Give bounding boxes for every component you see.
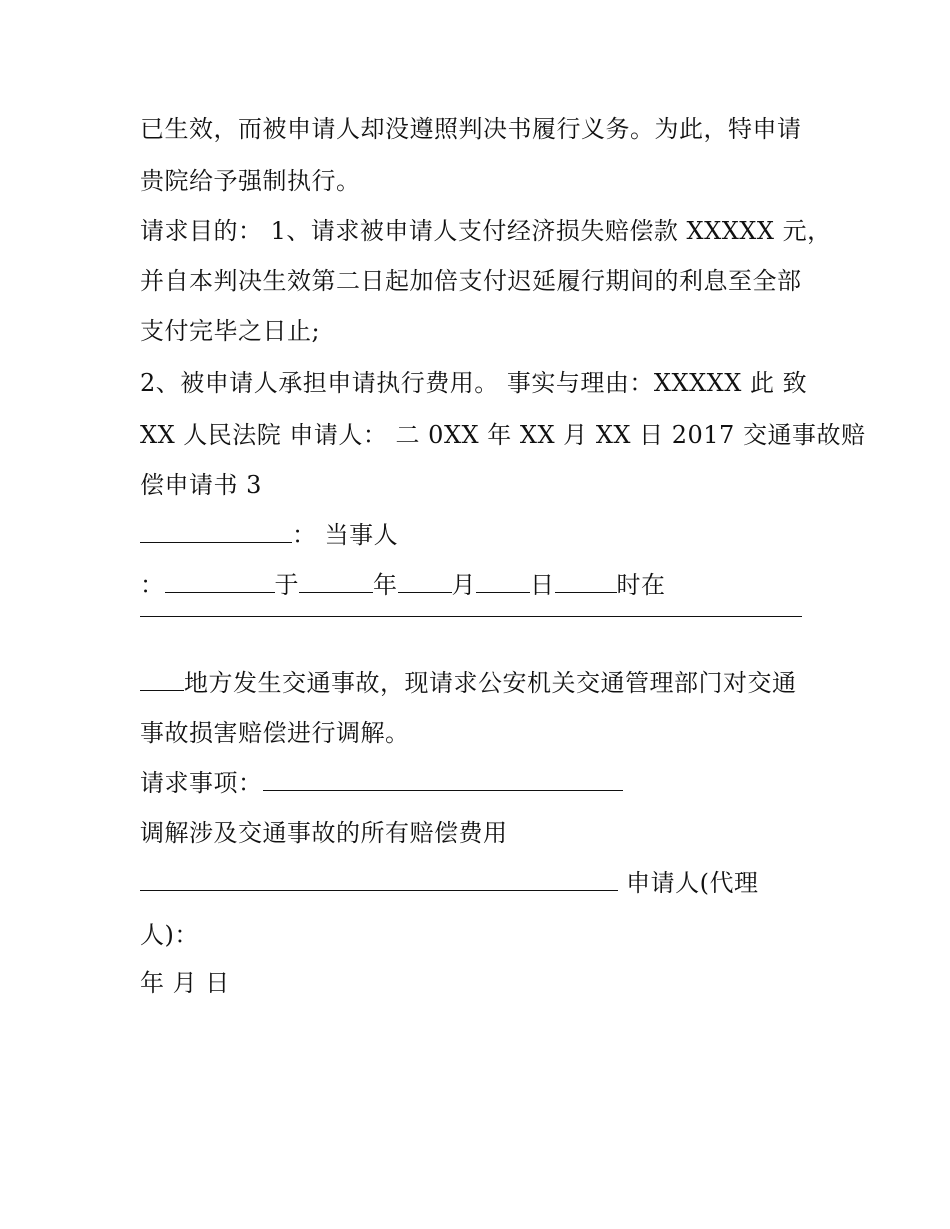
day-label: 日 [530, 571, 555, 599]
blank-rule [140, 616, 802, 617]
paragraph-line: 支付完毕之日止; [140, 317, 321, 345]
colon: ： [140, 571, 165, 599]
fill-blank [140, 668, 184, 691]
place-text: 地方发生交通事故，现请求公安机关交通管理部门对交通 [184, 669, 797, 697]
date-line: 年 月 日 [140, 969, 230, 997]
paragraph-line: 2、被申请人承担申请执行费用。 事实与理由：XXXXX 此 致 [140, 369, 808, 397]
accident-time-line [140, 570, 666, 600]
year-label: 年 [373, 571, 398, 599]
paragraph-line: 已生效，而被申请人却没遵照判决书履行义务。为此，特申请 [140, 115, 802, 143]
fill-blank [299, 570, 373, 593]
fill-blank [555, 570, 617, 593]
fill-blank [476, 570, 530, 593]
paragraph-line: 事故损害赔偿进行调解。 [140, 719, 410, 747]
paragraph-line: 贵院给予强制执行。 [140, 167, 361, 195]
party-line [140, 520, 398, 550]
paragraph-line: 偿申请书 3 [140, 471, 262, 499]
party-label: ： 当事人 [292, 521, 399, 549]
request-line [140, 768, 623, 798]
applicant-label: 申请人(代理 [618, 869, 759, 897]
yu-label: 于 [274, 571, 299, 599]
place-line [140, 668, 797, 698]
time-label: 时在 [616, 571, 666, 599]
applicant-line [140, 868, 759, 898]
fill-blank [263, 768, 623, 791]
fill-blank [165, 570, 275, 593]
paragraph-line: XX 人民法院 申请人： 二 0XX 年 XX 月 XX 日 2017 交通事故赔 [140, 421, 866, 449]
fill-blank [140, 520, 292, 543]
paragraph-line: 请求目的： 1、请求被申请人支付经济损失赔偿款 XXXXX 元， [140, 217, 832, 245]
fill-blank [140, 868, 618, 891]
paragraph-line: 并自本判决生效第二日起加倍支付迟延履行期间的利息至全部 [140, 267, 802, 295]
fill-blank [398, 570, 452, 593]
applicant-label-cont: 人)： [140, 921, 199, 949]
mediation-line: 调解涉及交通事故的所有赔偿费用 [140, 819, 508, 847]
month-label: 月 [451, 571, 476, 599]
request-label: 请求事项： [140, 769, 263, 797]
